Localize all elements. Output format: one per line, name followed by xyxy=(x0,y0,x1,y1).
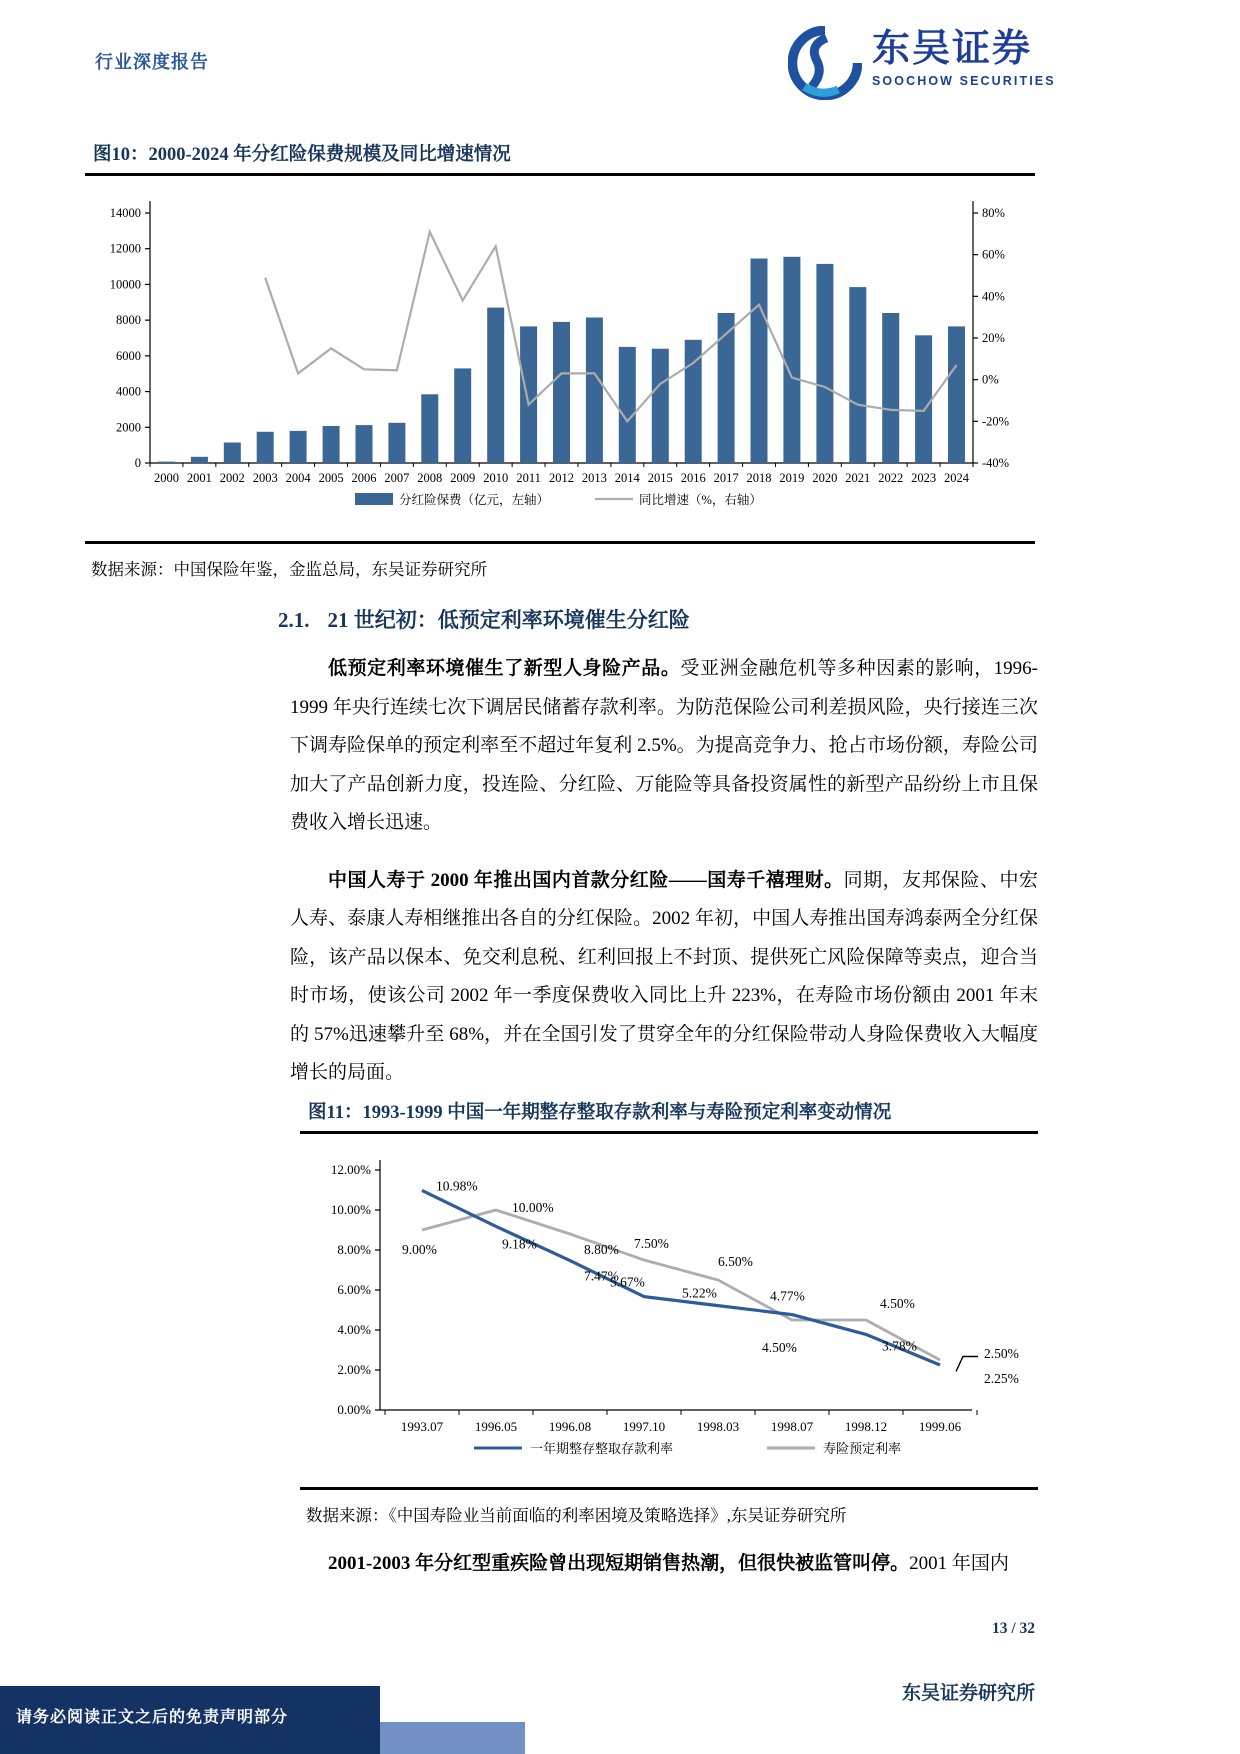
svg-text:4000: 4000 xyxy=(116,384,141,399)
disclaimer-text: 请务必阅读正文之后的免责声明部分 xyxy=(16,1709,289,1726)
paragraph-1-lead: 低预定利率环境催生了新型人身险产品。 xyxy=(328,658,681,679)
svg-text:2004: 2004 xyxy=(285,471,311,485)
svg-text:-40%: -40% xyxy=(982,456,1010,470)
svg-text:8000: 8000 xyxy=(116,313,141,328)
svg-text:2001: 2001 xyxy=(186,471,212,485)
svg-text:8.80%: 8.80% xyxy=(584,1242,619,1257)
figure10-block xyxy=(85,140,1035,580)
svg-text:4.50%: 4.50% xyxy=(762,1340,797,1355)
svg-text:12.00%: 12.00% xyxy=(330,1162,371,1177)
svg-text:1998.07: 1998.07 xyxy=(770,1419,814,1434)
svg-text:1996.08: 1996.08 xyxy=(548,1419,592,1434)
svg-text:60%: 60% xyxy=(982,247,1005,262)
svg-text:2012: 2012 xyxy=(549,471,574,485)
svg-text:9.00%: 9.00% xyxy=(402,1242,437,1257)
figure10-chart xyxy=(85,178,1035,535)
figure11-block xyxy=(300,1098,1038,1526)
soochow-logo-icon xyxy=(788,26,862,105)
svg-text:寿险预定利率: 寿险预定利率 xyxy=(823,1441,902,1456)
svg-text:2003: 2003 xyxy=(252,471,278,485)
svg-text:12000: 12000 xyxy=(109,241,141,256)
figure11-chart xyxy=(300,1136,1038,1481)
svg-text:10.00%: 10.00% xyxy=(512,1200,554,1215)
svg-text:3.78%: 3.78% xyxy=(882,1338,917,1354)
soochow-logo xyxy=(788,26,1056,105)
svg-text:1999.06: 1999.06 xyxy=(918,1419,962,1434)
svg-text:9.18%: 9.18% xyxy=(502,1236,537,1252)
body-text-block xyxy=(290,650,1038,1112)
svg-text:5.67%: 5.67% xyxy=(610,1274,645,1290)
svg-text:2009: 2009 xyxy=(450,471,476,485)
svg-text:2006: 2006 xyxy=(351,471,377,485)
svg-text:14000: 14000 xyxy=(109,206,141,220)
figure11-source: 数据来源：《中国寿险业当前面临的利率困境及策略选择》,东吴证券研究所 xyxy=(306,1506,847,1525)
svg-text:2.00%: 2.00% xyxy=(337,1362,371,1377)
paragraph-3-rest: 2001 年国内 xyxy=(909,1553,1009,1574)
svg-text:4.50%: 4.50% xyxy=(880,1296,915,1311)
svg-text:20%: 20% xyxy=(982,331,1005,345)
brand-name-en: SOOCHOW SECURITIES xyxy=(872,74,1056,88)
svg-text:2013: 2013 xyxy=(581,471,607,485)
paragraph-3-lead: 2001-2003 年分红型重疾险曾出现短期销售热潮，但很快被监管叫停。 xyxy=(328,1553,910,1574)
svg-text:6.50%: 6.50% xyxy=(718,1254,753,1269)
svg-text:1996.05: 1996.05 xyxy=(474,1419,518,1434)
svg-text:6000: 6000 xyxy=(116,348,141,363)
svg-text:8.00%: 8.00% xyxy=(337,1242,371,1257)
section-2-1-heading xyxy=(278,604,690,634)
svg-text:40%: 40% xyxy=(982,289,1005,304)
svg-text:1997.10: 1997.10 xyxy=(622,1419,666,1434)
svg-text:2007: 2007 xyxy=(384,471,410,485)
svg-text:2005: 2005 xyxy=(318,471,344,485)
svg-text:0.00%: 0.00% xyxy=(337,1402,371,1417)
svg-text:2023: 2023 xyxy=(911,471,937,485)
svg-text:7.50%: 7.50% xyxy=(634,1236,669,1251)
svg-text:2010: 2010 xyxy=(483,471,509,485)
figure11-title: 图11：1993-1999 中国一年期整存整取存款利率与寿险预定利率变动情况 xyxy=(308,1103,892,1123)
svg-text:2014: 2014 xyxy=(614,471,640,485)
svg-text:6.00%: 6.00% xyxy=(337,1282,371,1297)
svg-text:7.47%: 7.47% xyxy=(584,1268,619,1284)
svg-text:4.77%: 4.77% xyxy=(770,1288,805,1304)
svg-text:0: 0 xyxy=(134,456,141,470)
paragraph-2-lead: 中国人寿于 2000 年推出国内首款分红险——国寿千禧理财。 xyxy=(328,869,844,891)
svg-text:10.00%: 10.00% xyxy=(330,1202,371,1217)
brand-text xyxy=(872,26,1056,88)
svg-text:80%: 80% xyxy=(982,206,1005,220)
figure10-rule-top xyxy=(85,173,1035,176)
svg-text:2015: 2015 xyxy=(647,471,673,485)
brand-name-cn: 东吴证券 xyxy=(872,28,1033,70)
svg-text:-20%: -20% xyxy=(982,414,1010,429)
figure10-title: 图10：2000-2024 年分红险保费规模及同比增速情况 xyxy=(93,145,511,165)
paragraph-2 xyxy=(290,862,1038,1093)
section-title: 21 世纪初：低预定利率环境催生分红险 xyxy=(327,608,690,632)
svg-text:同比增速（%，右轴）: 同比增速（%，右轴） xyxy=(639,493,762,507)
figure10-rule-bottom xyxy=(85,541,1035,544)
svg-text:2020: 2020 xyxy=(812,471,838,485)
svg-text:1998.12: 1998.12 xyxy=(844,1419,888,1434)
figure11-rule-top xyxy=(300,1131,1038,1134)
footer-accent-bar xyxy=(380,1722,525,1754)
disclaimer-bar xyxy=(0,1686,380,1754)
svg-text:2.25%: 2.25% xyxy=(984,1371,1019,1386)
svg-text:2000: 2000 xyxy=(154,471,179,485)
svg-text:2018: 2018 xyxy=(746,471,772,485)
svg-text:2022: 2022 xyxy=(878,471,904,485)
section-number: 2.1. xyxy=(278,608,310,632)
paragraph-2-rest: 同期，友邦保险、中宏人寿、泰康人寿相继推出各自的分红保险。2002 年初，中国人寿推出国寿鸿泰两全分红保险，该产品以保本、免交利息税、红利回报上不封顶、提供死亡风险保障等卖点，迎合当时市场，使该公司 2002 年一季度保费收入同比上升 223%，在寿险市场份额由 2001 年末的 57%迅速攀升至 68%，并在全国引发了贯穿全年的分红保险带动人身险保费收入大幅度增长的局面。 xyxy=(290,869,1038,1083)
paragraph-1-rest: 受亚洲金融危机等多种因素的影响，1996-1999 年央行连续七次下调居民储蓄存款利率。为防范保险公司利差损风险，央行接连三次下调寿险保单的预定利率至不超过年复利 2.5%。为提高竞争力、抢占市场份额，寿险公司加大了产品创新力度，投连险、分红险、万能险等具备投资属性的新型产品纷纷上市且保费收入增长迅速。 xyxy=(290,658,1038,833)
svg-text:4.00%: 4.00% xyxy=(337,1322,371,1337)
svg-text:2002: 2002 xyxy=(219,471,245,485)
svg-text:0%: 0% xyxy=(982,372,999,387)
svg-text:2.50%: 2.50% xyxy=(984,1346,1019,1361)
svg-text:2000: 2000 xyxy=(116,420,141,435)
paragraph-3 xyxy=(290,1545,1038,1584)
figure10-source: 数据来源：中国保险年鉴，金监总局，东吴证券研究所 xyxy=(91,560,487,579)
svg-text:10.98%: 10.98% xyxy=(436,1178,478,1194)
svg-text:分红险保费（亿元，左轴）: 分红险保费（亿元，左轴） xyxy=(399,493,550,507)
institute-name: 东吴证券研究所 xyxy=(901,1683,1035,1704)
svg-text:1998.03: 1998.03 xyxy=(696,1419,740,1434)
svg-text:一年期整存整取存款利率: 一年期整存整取存款利率 xyxy=(530,1441,674,1456)
svg-text:2017: 2017 xyxy=(713,471,739,485)
svg-text:2011: 2011 xyxy=(516,471,541,485)
svg-text:2008: 2008 xyxy=(417,471,443,485)
svg-text:2019: 2019 xyxy=(779,471,805,485)
svg-text:5.22%: 5.22% xyxy=(682,1285,717,1301)
svg-text:1993.07: 1993.07 xyxy=(400,1419,444,1434)
report-type-label: 行业深度报告 xyxy=(95,52,209,72)
svg-text:2021: 2021 xyxy=(845,471,871,485)
paragraph-1 xyxy=(290,650,1038,843)
svg-text:2016: 2016 xyxy=(680,471,706,485)
figure11-rule-bottom xyxy=(300,1487,1038,1490)
svg-text:10000: 10000 xyxy=(109,277,141,292)
page-number: 13 / 32 xyxy=(991,1620,1035,1637)
svg-text:2024: 2024 xyxy=(944,471,969,485)
